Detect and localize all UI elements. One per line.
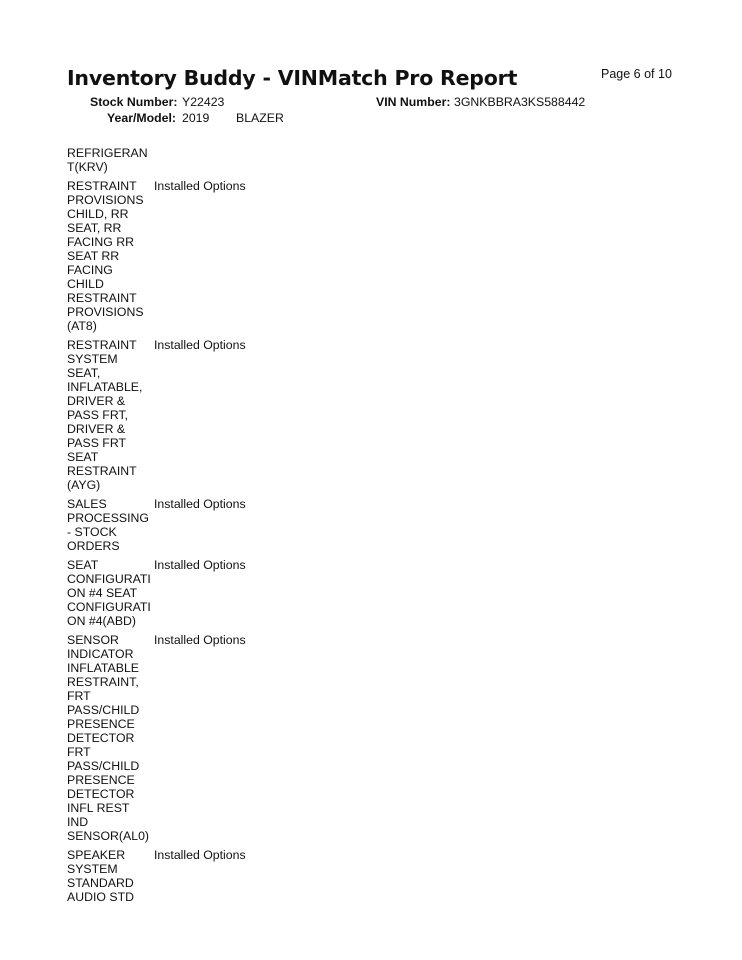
option-row (67, 633, 367, 843)
option-name: REFRIGERAN T(KRV) (67, 146, 148, 174)
vin-label: VIN Number: (376, 95, 451, 109)
option-row (67, 497, 367, 553)
option-name: RESTRAINT SYSTEM SEAT, INFLATABLE, DRIVER & PASS FRT, DRIVER & PASS FRT SEAT RESTRAINT (AYG) (67, 338, 143, 492)
report-title: Inventory Buddy - VINMatch Pro Report (67, 66, 518, 90)
option-category: Installed Options (154, 848, 246, 862)
option-category: Installed Options (154, 497, 246, 511)
option-category: Installed Options (154, 179, 246, 193)
option-row (67, 146, 367, 174)
option-name: SALES PROCESSING - STOCK ORDERS (67, 497, 149, 553)
option-name: SEAT CONFIGURATI ON #4 SEAT CONFIGURATI ON #4(ABD) (67, 558, 151, 628)
options-list (67, 146, 367, 909)
page-number: Page 6 of 10 (601, 67, 672, 81)
year-value: 2019 (182, 111, 210, 125)
year-model-label: Year/Model: (107, 111, 177, 125)
option-row (67, 338, 367, 492)
option-row (67, 558, 367, 628)
stock-number-label: Stock Number: (90, 95, 178, 109)
option-name: SENSOR INDICATOR INFLATABLE RESTRAINT, FRT PASS/CHILD PRESENCE DETECTOR FRT PASS/CHILD PRESENCE DETECTOR INFL REST IND SENSOR(AL0) (67, 633, 150, 843)
option-name: RESTRAINT PROVISIONS CHILD, RR SEAT, RR FACING RR SEAT RR FACING CHILD RESTRAINT PROVISIONS (AT8) (67, 179, 144, 333)
stock-number-value: Y22423 (182, 95, 225, 109)
option-category: Installed Options (154, 633, 246, 647)
option-category: Installed Options (154, 558, 246, 572)
model-value: BLAZER (236, 111, 284, 125)
option-row (67, 848, 367, 904)
option-category: Installed Options (154, 338, 246, 352)
option-row (67, 179, 367, 333)
vin-value: 3GNKBBRA3KS588442 (454, 95, 586, 109)
option-name: SPEAKER SYSTEM STANDARD AUDIO STD (67, 848, 134, 904)
